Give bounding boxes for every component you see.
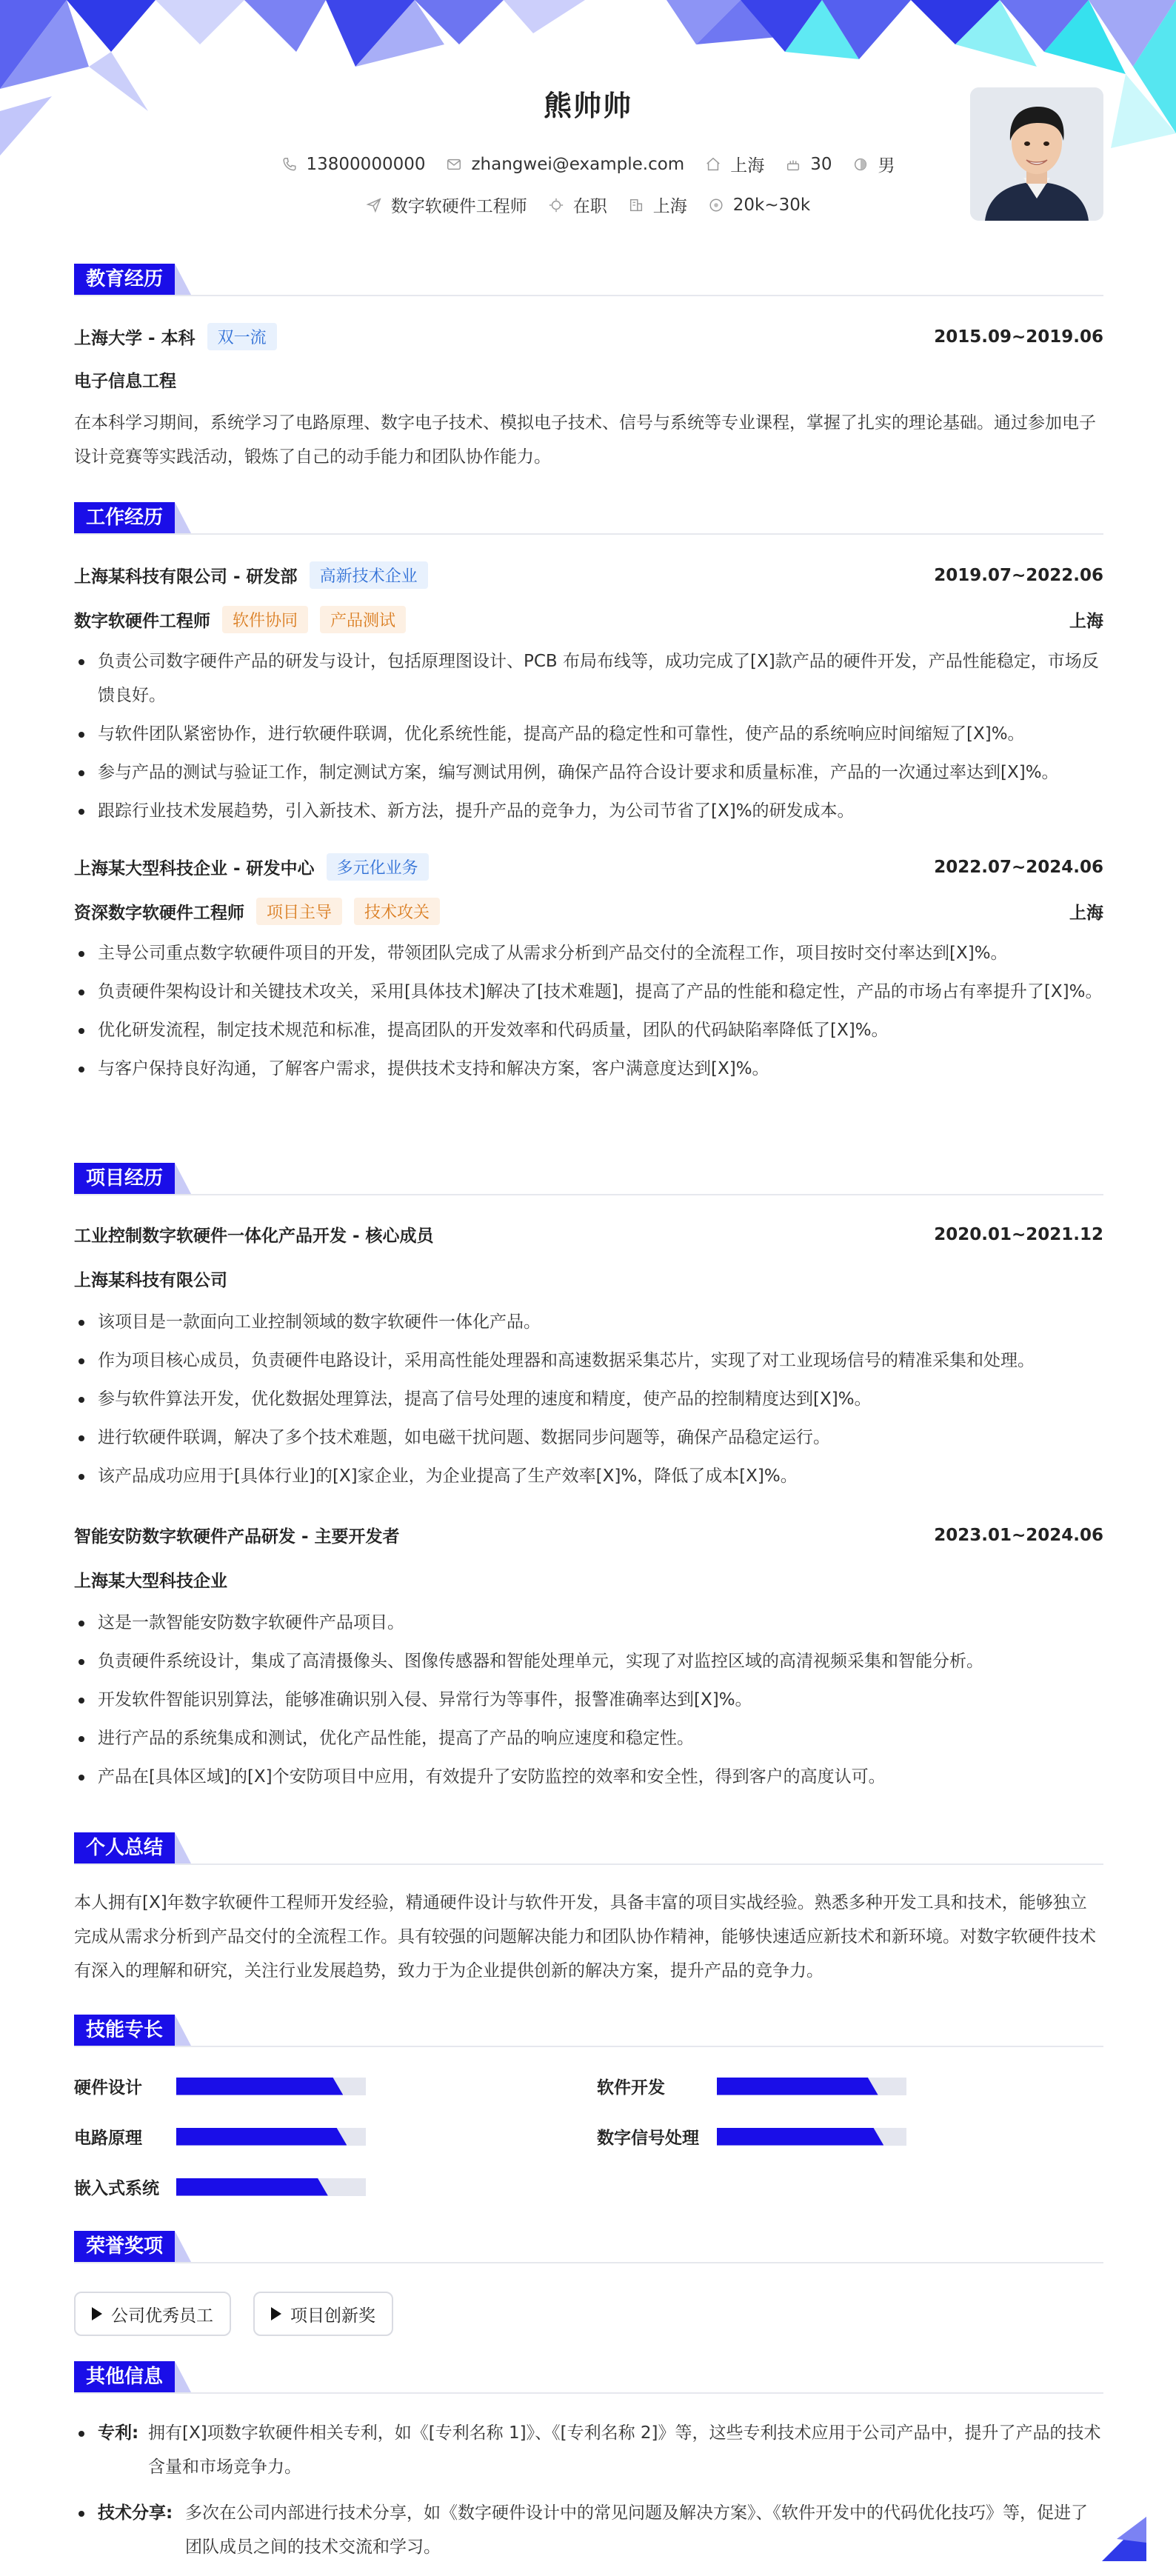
gender-info	[852, 152, 895, 176]
email-info	[446, 155, 684, 174]
summary-header	[74, 1832, 1103, 1865]
skill-tag: 项目主导	[256, 898, 342, 925]
project-bullets	[74, 1606, 1103, 1798]
projects-title: 项目经历	[74, 1163, 175, 1194]
education-school-row	[74, 323, 1103, 350]
skills-header	[74, 2015, 1103, 2047]
salary-info	[708, 196, 810, 215]
other-key: 技术分享:	[98, 2503, 173, 2523]
skill-bar-fill	[176, 2128, 347, 2146]
job-company: 上海某科技有限公司 - 研发部	[74, 567, 298, 587]
corner-decoration	[1095, 2509, 1146, 2561]
building-icon	[628, 197, 644, 213]
status-icon	[548, 197, 564, 213]
project-company-row	[74, 1567, 1103, 1592]
list-item: 与软件团队紧密协作，进行软硬件联调，优化系统性能，提高产品的稳定性和可靠性，使产品的系统响应时间缩短了[X]%。	[74, 717, 1103, 751]
skill-item	[74, 2175, 366, 2199]
play-icon	[271, 2307, 281, 2320]
projects-header	[74, 1163, 1103, 1195]
job-bullets	[74, 644, 1103, 832]
skill-bar-fill	[176, 2178, 328, 2196]
city-value: 上海	[730, 156, 765, 176]
job-company-row	[74, 853, 1103, 881]
project-period: 2020.01~2021.12	[934, 1224, 1103, 1244]
skills-title: 技能专长	[74, 2015, 175, 2046]
other-item-patent	[74, 2416, 1103, 2484]
skill-item	[597, 2074, 906, 2098]
skill-item	[597, 2124, 906, 2149]
play-icon	[92, 2307, 102, 2320]
skill-tag: 软件协同	[222, 606, 308, 633]
project-name-row	[74, 1222, 1103, 1247]
education-desc: 在本科学习期间，系统学习了电路原理、数字电子技术、模拟电子技术、信号与系统等专业课程，掌握了扎实的理论基础。通过参加电子设计竞赛等实践活动，锻炼了自己的动手能力和团队协作能力。	[74, 413, 1096, 467]
project-name-row	[74, 1523, 1103, 1547]
award-label: 公司优秀员工	[111, 2306, 213, 2326]
award-badge	[74, 2292, 231, 2336]
list-item: 进行软硬件联调，解决了多个技术难题，如电磁干扰问题、数据同步问题等，确保产品稳定运行。	[74, 1421, 1103, 1455]
work-title: 工作经历	[74, 502, 175, 533]
list-item: 该项目是一款面向工业控制领域的数字软硬件一体化产品。	[74, 1305, 1103, 1339]
awards-title: 荣誉奖项	[74, 2231, 175, 2262]
gender-value: 男	[878, 156, 895, 176]
skill-label: 数字信号处理	[597, 2129, 699, 2148]
candidate-name: 熊帅帅	[543, 90, 632, 122]
job-location: 上海	[1069, 612, 1103, 631]
projects-section	[74, 1163, 1103, 1786]
school-tag: 双一流	[207, 323, 277, 350]
company-tag: 多元化业务	[327, 853, 429, 881]
list-item: 产品在[具体区域]的[X]个安防项目中应用，有效提升了安防监控的效率和安全性，得到客户的高度认可。	[74, 1760, 1103, 1794]
job-position-row	[74, 606, 1103, 633]
list-item: 进行产品的系统集成和测试，优化产品性能，提高了产品的响应速度和稳定性。	[74, 1721, 1103, 1755]
status-info	[548, 193, 607, 217]
project-period: 2023.01~2024.06	[934, 1525, 1103, 1545]
list-item: 参与软件算法开发，优化数据处理算法，提高了信号处理的速度和精度，使产品的控制精度达到[X]%。	[74, 1382, 1103, 1416]
target-city-info	[628, 193, 687, 217]
skill-label: 硬件设计	[74, 2078, 142, 2098]
company-tag: 高新技术企业	[310, 561, 428, 589]
other-value: 拥有[X]项数字软硬件相关专利，如《[专利名称 1]》、《[专利名称 2]》等，这些专利技术应用于公司产品中，提升了产品的技术含量和市场竞争力。	[148, 2423, 1101, 2477]
skill-label: 软件开发	[597, 2078, 665, 2098]
skill-bar	[176, 2128, 366, 2146]
project-company: 上海某科技有限公司	[74, 1271, 227, 1290]
summary-section	[74, 1832, 1103, 1981]
awards-header	[74, 2231, 1103, 2263]
skill-bar-fill	[176, 2078, 343, 2095]
work-section	[74, 502, 1103, 1078]
skill-bar	[717, 2078, 906, 2095]
other-title: 其他信息	[74, 2361, 175, 2392]
skill-bar	[717, 2128, 906, 2146]
list-item: 作为项目核心成员，负责硬件电路设计，采用高性能处理器和高速数据采集芯片，实现了对工业现场信号的精准采集和处理。	[74, 1344, 1103, 1378]
skill-bar	[176, 2178, 366, 2196]
job-period: 2019.07~2022.06	[934, 565, 1103, 585]
education-period: 2015.09~2019.06	[934, 327, 1103, 347]
job-position: 资深数字软硬件工程师	[74, 904, 244, 923]
send-icon	[366, 197, 382, 213]
school-degree: 上海大学 - 本科	[74, 329, 196, 348]
list-item: 负责公司数字硬件产品的研发与设计，包括原理图设计、PCB 布局布线等，成功完成了[X]款产品的硬件开发，产品性能稳定，市场反馈良好。	[74, 644, 1103, 713]
education-title: 教育经历	[74, 264, 175, 295]
list-item: 跟踪行业技术发展趋势，引入新技术、新方法，提升产品的竞争力，为公司节省了[X]%的研发成本。	[74, 794, 1103, 828]
list-item: 这是一款智能安防数字软硬件产品项目。	[74, 1606, 1103, 1640]
phone-info	[281, 155, 426, 174]
project-name: 工业控制数字软硬件一体化产品开发 - 核心成员	[74, 1227, 434, 1246]
project-bullets	[74, 1305, 1103, 1498]
gender-icon	[852, 156, 869, 173]
other-header	[74, 2361, 1103, 2394]
phone-value: 13800000000	[306, 154, 426, 174]
other-item-tech-sharing	[74, 2496, 1103, 2564]
skill-item	[74, 2074, 366, 2098]
coin-icon	[708, 197, 724, 213]
skill-label: 嵌入式系统	[74, 2179, 159, 2198]
email-value: zhangwei@example.com	[471, 154, 685, 174]
skill-label: 电路原理	[74, 2129, 142, 2148]
summary-text: 本人拥有[X]年数字软硬件工程师开发经验，精通硬件设计与软件开发，具备丰富的项目实战经验。熟悉多种开发工具和技术，能够独立完成从需求分析到产品交付的全流程工作。具有较强的问题解决能力和团队协作精神，能够快速适应新技术和新环境。对数字软硬件技术有深入的理解和研究，关注行业发展趋势，致力于为企业提供创新的解决方案，提升产品的竞争力。	[74, 1893, 1096, 1981]
job-company-row	[74, 561, 1103, 589]
city-info	[705, 152, 764, 176]
target-city-value: 上海	[652, 197, 687, 216]
cake-icon	[785, 156, 801, 173]
education-section	[74, 264, 1103, 467]
major: 电子信息工程	[74, 372, 176, 391]
age-value: 30	[810, 154, 832, 174]
job-title-value: 数字软硬件工程师	[390, 197, 527, 216]
award-label: 项目创新奖	[290, 2306, 375, 2326]
education-major-row	[74, 367, 1103, 392]
skills-section	[74, 2015, 1103, 2198]
list-item: 负责硬件架构设计和关键技术攻关，采用[具体技术]解决了[技术难题]，提高了产品的性能和稳定性，产品的市场占有率提升了[X]%。	[74, 975, 1103, 1009]
other-section	[74, 2361, 1103, 2557]
home-icon	[705, 156, 721, 173]
project-name: 智能安防数字软硬件产品研发 - 主要开发者	[74, 1527, 400, 1546]
award-badge	[253, 2292, 393, 2336]
job-period: 2022.07~2024.06	[934, 857, 1103, 877]
job-bullets	[74, 936, 1103, 1090]
awards-section	[74, 2231, 1103, 2326]
project-company: 上海某大型科技企业	[74, 1572, 227, 1591]
age-info	[785, 155, 832, 174]
project-company-row	[74, 1267, 1103, 1291]
list-item: 优化研发流程，制定技术规范和标准，提高团队的开发效率和代码质量，团队的代码缺陷率降低了[X]%。	[74, 1013, 1103, 1047]
job-title-info	[366, 193, 527, 217]
salary-value: 20k~30k	[732, 195, 811, 215]
work-header	[74, 502, 1103, 535]
list-item: 主导公司重点数字软硬件项目的开发，带领团队完成了从需求分析到产品交付的全流程工作，项目按时交付率达到[X]%。	[74, 936, 1103, 970]
summary-title: 个人总结	[74, 1832, 175, 1863]
list-item: 与客户保持良好沟通，了解客户需求，提供技术支持和解决方案，客户满意度达到[X]%。	[74, 1052, 1103, 1086]
skill-item	[74, 2124, 366, 2149]
status-value: 在职	[572, 197, 607, 216]
phone-icon	[281, 156, 298, 173]
skill-tag: 产品测试	[320, 606, 406, 633]
skill-bar	[176, 2078, 366, 2095]
job-position-row	[74, 898, 1103, 925]
skill-bar-fill	[717, 2078, 878, 2095]
list-item: 参与产品的测试与验证工作，制定测试方案，编写测试用例，确保产品符合设计要求和质量标准，产品的一次通过率达到[X]%。	[74, 755, 1103, 790]
job-company: 上海某大型科技企业 - 研发中心	[74, 859, 315, 878]
list-item: 该产品成功应用于[具体行业]的[X]家企业，为企业提高了生产效率[X]%，降低了成本[X]%。	[74, 1459, 1103, 1493]
job-location: 上海	[1069, 904, 1103, 923]
job-position: 数字软硬件工程师	[74, 612, 210, 631]
avatar	[970, 87, 1103, 221]
mail-icon	[446, 156, 462, 173]
list-item: 开发软件智能识别算法，能够准确识别入侵、异常行为等事件，报警准确率达到[X]%。	[74, 1683, 1103, 1717]
list-item: 负责硬件系统设计，集成了高清摄像头、图像传感器和智能处理单元，实现了对监控区域的高清视频采集和智能分析。	[74, 1644, 1103, 1678]
education-header	[74, 264, 1103, 296]
other-key: 专利:	[98, 2423, 139, 2443]
other-value: 多次在公司内部进行技术分享，如《数字硬件设计中的常见问题及解决方案》、《软件开发中的代码优化技巧》等，促进了团队成员之间的技术交流和学习。	[185, 2503, 1088, 2557]
skill-bar-fill	[717, 2128, 883, 2146]
skill-tag: 技术攻关	[354, 898, 440, 925]
